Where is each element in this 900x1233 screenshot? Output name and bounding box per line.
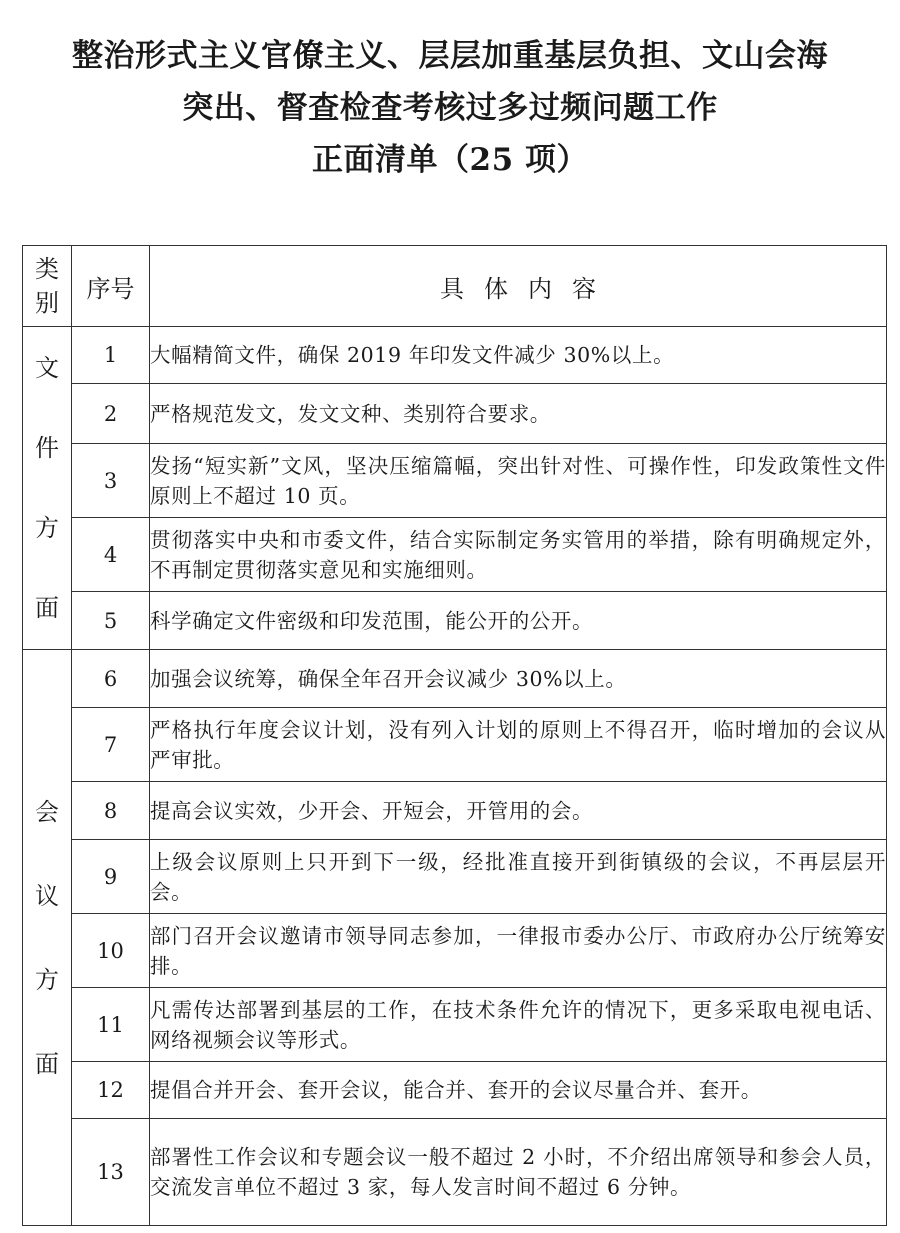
category-char: 文 <box>35 354 59 382</box>
category-char: 议 <box>35 881 59 910</box>
row-content: 发扬“短实新”文风，坚决压缩篇幅，突出针对性、可操作性，印发政策性文件原则上不超过 10 页。 <box>150 444 887 518</box>
row-number: 1 <box>72 327 150 384</box>
table-row <box>23 988 887 1062</box>
row-number: 9 <box>72 840 150 914</box>
row-number: 11 <box>72 988 150 1062</box>
table-row <box>23 384 887 444</box>
category-char: 件 <box>35 434 59 462</box>
table-row <box>23 518 887 592</box>
category-char: 会 <box>35 797 59 826</box>
table-row <box>23 1119 887 1226</box>
table-row <box>23 840 887 914</box>
title-line-1: 整治形式主义官僚主义、层层加重基层负担、文山会海 <box>72 38 828 74</box>
category-char: 方 <box>35 965 59 994</box>
row-content: 贯彻落实中央和市委文件，结合实际制定务实管用的举措，除有明确规定外，不再制定贯彻落实意见和实施细则。 <box>150 518 887 592</box>
row-number: 2 <box>72 384 150 444</box>
row-number: 8 <box>72 782 150 840</box>
table-row <box>23 1062 887 1119</box>
row-content: 严格执行年度会议计划，没有列入计划的原则上不得召开，临时增加的会议从严审批。 <box>150 708 887 782</box>
seq-header: 序号 <box>72 246 150 327</box>
row-number: 12 <box>72 1062 150 1119</box>
title-line-3: 正面清单（25 项） <box>312 142 588 178</box>
table-row <box>23 327 887 384</box>
row-number: 3 <box>72 444 150 518</box>
row-content: 加强会议统筹，确保全年召开会议减少 30%以上。 <box>150 650 887 708</box>
category-header <box>23 246 72 327</box>
row-number: 6 <box>72 650 150 708</box>
row-content: 部门召开会议邀请市领导同志参加，一律报市委办公厅、市政府办公厅统筹安排。 <box>150 914 887 988</box>
category-header-char: 别 <box>35 289 59 317</box>
row-number: 4 <box>72 518 150 592</box>
row-content: 严格规范发文，发文文种、类别符合要求。 <box>150 384 887 444</box>
row-content: 上级会议原则上只开到下一级，经批准直接开到街镇级的会议，不再层层开会。 <box>150 840 887 914</box>
category-char: 面 <box>35 1049 59 1078</box>
category-header-char: 类 <box>35 255 59 283</box>
category-char: 方 <box>35 514 59 542</box>
category-cell-meetings <box>23 650 72 1226</box>
positive-list-table <box>22 245 887 1226</box>
table-row <box>23 914 887 988</box>
category-char: 面 <box>35 594 59 622</box>
row-content: 凡需传达部署到基层的工作，在技术条件允许的情况下，更多采取电视电话、网络视频会议等形式。 <box>150 988 887 1062</box>
row-content: 提倡合并开会、套开会议，能合并、套开的会议尽量合并、套开。 <box>150 1062 887 1119</box>
category-cell-documents <box>23 327 72 650</box>
row-content: 部署性工作会议和专题会议一般不超过 2 小时，不介绍出席领导和参会人员，交流发言单位不超过 3 家，每人发言时间不超过 6 分钟。 <box>150 1119 887 1226</box>
table-row <box>23 708 887 782</box>
table-row <box>23 592 887 650</box>
table-row <box>23 650 887 708</box>
table-row <box>23 444 887 518</box>
table-header-row <box>23 246 887 327</box>
row-number: 5 <box>72 592 150 650</box>
row-content: 提高会议实效，少开会、开短会，开管用的会。 <box>150 782 887 840</box>
document-title <box>0 30 900 186</box>
row-content: 科学确定文件密级和印发范围，能公开的公开。 <box>150 592 887 650</box>
row-number: 10 <box>72 914 150 988</box>
row-number: 7 <box>72 708 150 782</box>
title-line-2: 突出、督查检查考核过多过频问题工作 <box>182 90 718 126</box>
row-number: 13 <box>72 1119 150 1226</box>
content-header: 具体内容 <box>150 246 887 327</box>
table-row <box>23 782 887 840</box>
row-content: 大幅精简文件，确保 2019 年印发文件减少 30%以上。 <box>150 327 887 384</box>
